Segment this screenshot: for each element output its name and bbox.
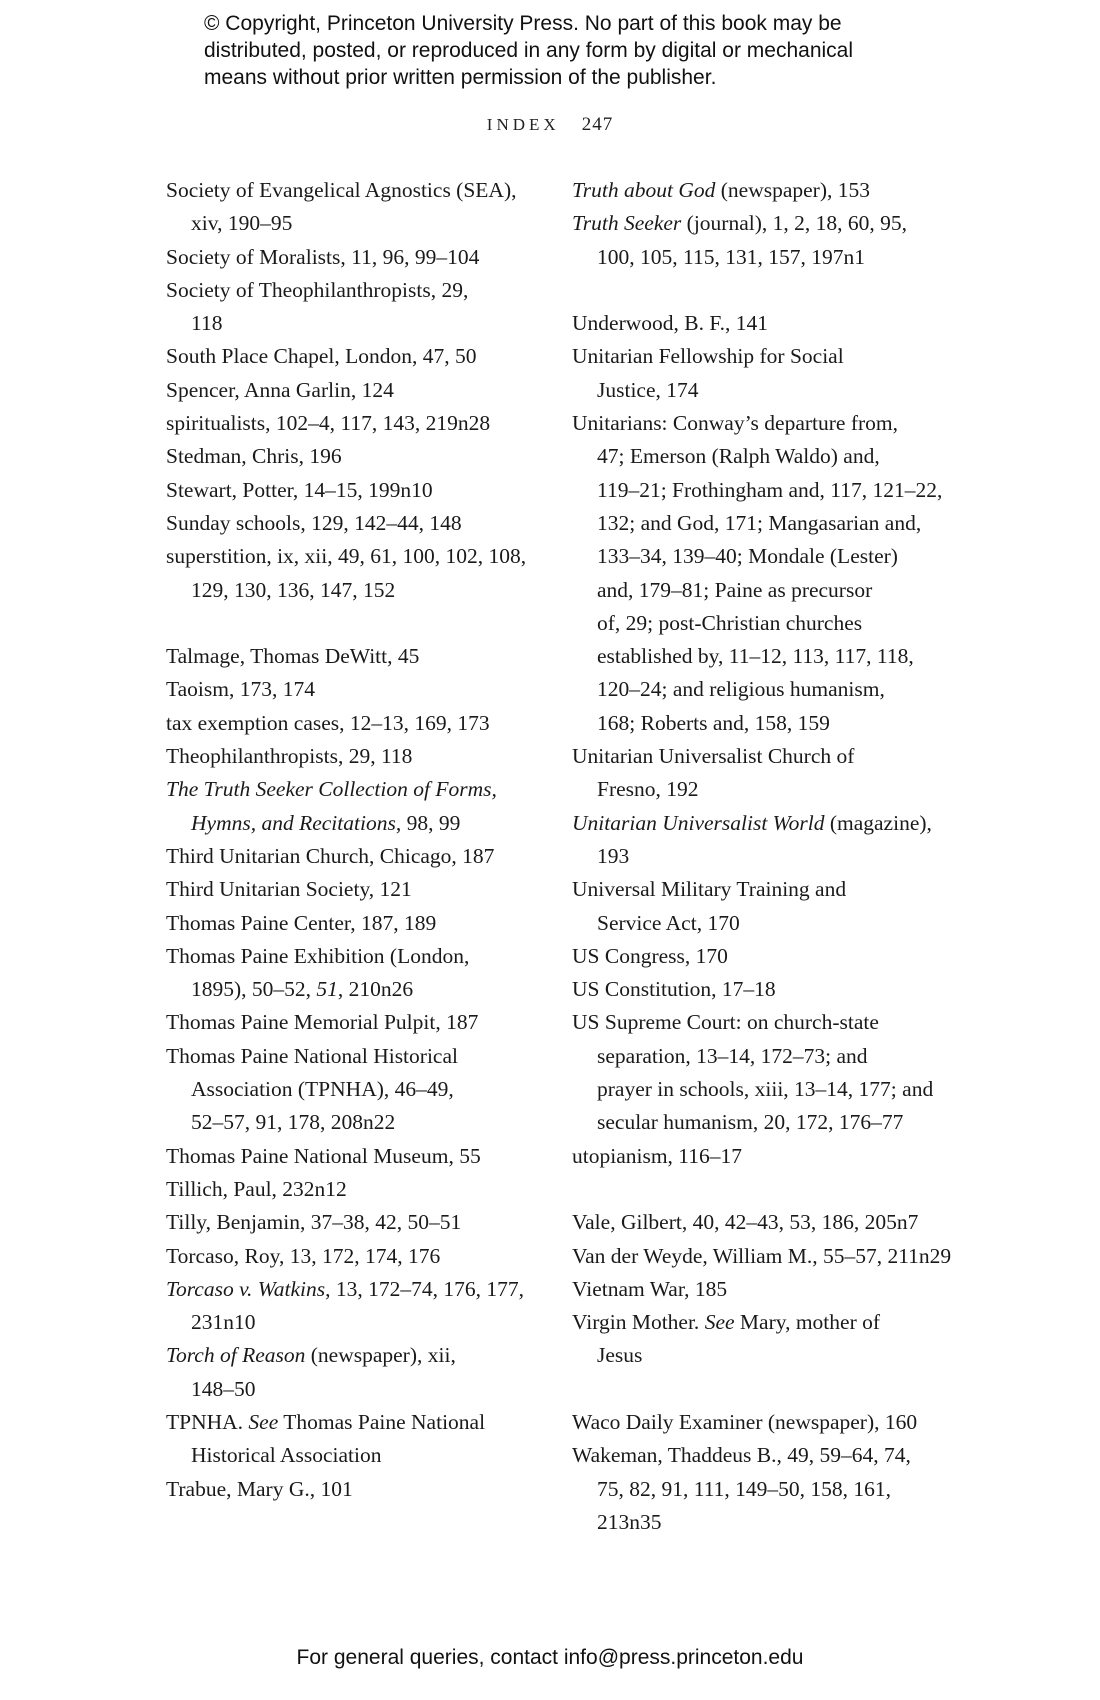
index-entry-italic: The Truth Seeker Collection of Forms, — [166, 777, 497, 802]
footer-text: For general queries, contact info@press.princeton.edu — [296, 1646, 804, 1669]
index-column-right — [572, 174, 952, 1539]
index-entry-text: Taoism, 173, 174 — [166, 677, 315, 702]
index-entry — [572, 873, 952, 940]
index-entry-text: Spencer, Anna Garlin, 124 — [166, 377, 394, 402]
index-entry-text: 118 — [191, 311, 223, 336]
index-entry-text: US Supreme Court: on church-state — [572, 1010, 879, 1035]
index-entry-italic: Torch of Reason — [166, 1343, 306, 1368]
letter-group-gap — [166, 607, 536, 640]
index-entry-text: (journal), 1, 2, 18, 60, 95, — [681, 211, 907, 236]
index-entry-text: Association (TPNHA), 46–49, — [191, 1077, 454, 1102]
index-entry-text: Jesus — [597, 1343, 643, 1368]
index-entry — [572, 1273, 952, 1306]
index-entry — [166, 241, 536, 274]
index-entry-text: Thomas Paine National Historical — [166, 1043, 458, 1068]
index-entry-italic: Unitarian Universalist World — [572, 810, 825, 835]
index-entry-text: Historical Association — [191, 1443, 382, 1468]
index-entry — [166, 1339, 536, 1406]
index-entry — [166, 1140, 536, 1173]
index-entry-text: Thomas Paine Center, 187, 189 — [166, 910, 437, 935]
index-entry-text: 132; and God, 171; Mangasarian and, — [597, 510, 922, 535]
index-entry-text: 1895), 50–52, — [191, 977, 317, 1002]
index-entry-text: 231n10 — [191, 1310, 256, 1335]
index-entry-text: prayer in schools, xiii, 13–14, 177; and — [597, 1077, 934, 1102]
index-entry — [572, 307, 952, 340]
index-entry-text: (newspaper), 153 — [715, 178, 871, 202]
copyright-line: distributed, posted, or reproduced in any form by digital or mechanical — [204, 39, 854, 62]
index-entry-text: Third Unitarian Society, 121 — [166, 877, 412, 902]
index-entry-text: Theophilanthropists, 29, 118 — [166, 744, 413, 769]
index-entry — [166, 1206, 536, 1239]
index-entry-text: Trabue, Mary G., 101 — [166, 1476, 353, 1501]
index-entry — [166, 1473, 536, 1506]
index-entry — [166, 1173, 536, 1206]
index-entry-text: established by, 11–12, 113, 117, 118, — [597, 644, 914, 669]
index-entry — [166, 740, 536, 773]
page-number: 247 — [581, 114, 614, 135]
running-head — [0, 114, 1100, 136]
index-entry-text: Talmage, Thomas DeWitt, 45 — [166, 644, 420, 669]
index-entry-text: , 210n26 — [337, 977, 414, 1002]
index-entry — [572, 1406, 952, 1439]
index-entry-text: 193 — [597, 843, 630, 868]
index-entry-text: Van der Weyde, William M., 55–57, 211n29 — [572, 1243, 952, 1268]
index-entry — [572, 740, 952, 807]
index-entry — [572, 340, 952, 407]
index-entry-text: 100, 105, 115, 131, 157, 197n1 — [597, 244, 865, 269]
index-entry-text: Virgin Mother. — [572, 1310, 705, 1335]
index-entry — [166, 407, 536, 440]
index-entry-text: US Constitution, 17–18 — [572, 977, 776, 1002]
index-entry — [572, 1206, 952, 1239]
index-entry — [572, 1140, 952, 1173]
index-entry — [572, 1240, 952, 1273]
index-entry-italic: Truth Seeker — [572, 211, 682, 236]
index-entry-italic: Truth about God — [572, 178, 716, 202]
copyright-notice — [204, 10, 924, 91]
index-entry-text: secular humanism, 20, 172, 176–77 — [597, 1110, 904, 1135]
index-entry-text: Thomas Paine National Museum, 55 — [166, 1143, 481, 1168]
index-entry-text: 52–57, 91, 178, 208n22 — [191, 1110, 396, 1135]
index-entry-text: Thomas Paine Memorial Pulpit, 187 — [166, 1010, 479, 1035]
index-entry-text: of, 29; post-Christian churches — [597, 610, 863, 635]
index-entry-text: Third Unitarian Church, Chicago, 187 — [166, 843, 495, 868]
copyright-line: © Copyright, Princeton University Press. No part of this book may be — [204, 12, 842, 35]
index-entry-text: Torcaso, Roy, 13, 172, 174, 176 — [166, 1243, 441, 1268]
index-entry-text: South Place Chapel, London, 47, 50 — [166, 344, 477, 369]
index-entry-text: Society of Moralists, 11, 96, 99–104 — [166, 244, 480, 269]
index-entry-text: Underwood, B. F., 141 — [572, 311, 768, 336]
index-entry-text: utopianism, 116–17 — [572, 1143, 743, 1168]
index-entry — [572, 407, 952, 740]
index-entry-text: (newspaper), xii, — [305, 1343, 456, 1368]
index-entry — [166, 274, 536, 341]
index-entry-text: separation, 13–14, 172–73; and — [597, 1043, 868, 1068]
index-entry — [572, 940, 952, 973]
index-entry — [166, 1006, 536, 1039]
copyright-line: means without prior written permission of the publisher. — [204, 66, 717, 89]
index-entry-text: 47; Emerson (Ralph Waldo) and, — [597, 444, 880, 469]
index-entry-text: Sunday schools, 129, 142–44, 148 — [166, 510, 462, 535]
index-entry-text: 129, 130, 136, 147, 152 — [191, 577, 396, 602]
index-entry — [166, 707, 536, 740]
index-entry-text: Unitarian Universalist Church of — [572, 744, 855, 769]
index-entry-text: Thomas Paine Exhibition (London, — [166, 943, 470, 968]
index-entry — [166, 907, 536, 940]
index-entry-text: 148–50 — [191, 1376, 256, 1401]
index-entry-text: and, 179–81; Paine as precursor — [597, 577, 873, 602]
index-entry — [166, 773, 536, 840]
letter-group-gap — [572, 274, 952, 307]
letter-group-gap — [572, 1373, 952, 1406]
index-entry-italic: See — [248, 1409, 279, 1434]
index-entry — [166, 673, 536, 706]
index-entry-text: Stewart, Potter, 14–15, 199n10 — [166, 477, 433, 502]
index-entry — [166, 1240, 536, 1273]
index-entry-text: Stedman, Chris, 196 — [166, 444, 342, 469]
index-entry — [572, 973, 952, 1006]
index-entry — [572, 174, 952, 207]
index-entry — [572, 207, 952, 274]
index-entry-italic: Hymns, and Recitations — [191, 810, 396, 835]
index-entry-text: Mary, mother of — [734, 1310, 881, 1335]
index-entry-italic: Torcaso v. Watkins — [166, 1276, 326, 1301]
index-column-left — [166, 174, 536, 1506]
index-entry-text: 120–24; and religious humanism, — [597, 677, 885, 702]
index-entry — [166, 374, 536, 407]
footer-contact — [0, 1646, 1100, 1670]
index-entry-text: Universal Military Training and — [572, 877, 847, 902]
index-entry-text: Fresno, 192 — [597, 777, 699, 802]
index-entry — [166, 940, 536, 1007]
index-entry-italic: See — [704, 1310, 735, 1335]
index-entry-text: Unitarian Fellowship for Social — [572, 344, 844, 369]
index-entry-text: US Congress, 170 — [572, 943, 728, 968]
index-entry-text: 119–21; Frothingham and, 117, 121–22, — [597, 477, 943, 502]
index-entry — [166, 440, 536, 473]
index-entry — [166, 840, 536, 873]
index-entry — [166, 540, 536, 607]
index-entry-text: (magazine), — [824, 810, 932, 835]
index-entry-italic: 51 — [316, 977, 338, 1002]
index-entry-text: Tillich, Paul, 232n12 — [166, 1176, 347, 1201]
index-entry-text: Tilly, Benjamin, 37–38, 42, 50–51 — [166, 1210, 462, 1235]
index-entry — [166, 340, 536, 373]
index-entry-text: Vale, Gilbert, 40, 42–43, 53, 186, 205n7 — [572, 1210, 919, 1235]
index-entry — [166, 640, 536, 673]
index-entry-text: Wakeman, Thaddeus B., 49, 59–64, 74, — [572, 1443, 911, 1468]
index-entry-text: Society of Theophilanthropists, 29, — [166, 277, 469, 302]
index-entry-text: superstition, ix, xii, 49, 61, 100, 102, 108, — [166, 544, 527, 569]
index-entry-text: Service Act, 170 — [597, 910, 740, 935]
index-entry — [166, 1406, 536, 1473]
index-entry — [166, 474, 536, 507]
index-entry — [572, 1006, 952, 1139]
index-entry-text: , 98, 99 — [395, 810, 461, 835]
index-entry — [166, 507, 536, 540]
index-entry — [572, 1306, 952, 1373]
index-entry-text: spiritualists, 102–4, 117, 143, 219n28 — [166, 411, 491, 436]
index-entry-text: Waco Daily Examiner (newspaper), 160 — [572, 1409, 918, 1434]
index-entry-text: Thomas Paine National — [278, 1409, 486, 1434]
running-head-title: INDEX — [486, 115, 560, 134]
index-entry — [166, 1040, 536, 1140]
index-entry — [166, 873, 536, 906]
letter-group-gap — [572, 1173, 952, 1206]
index-entry-text: Unitarians: Conway’s departure from, — [572, 411, 898, 436]
index-entry-text: Justice, 174 — [597, 377, 699, 402]
index-entry — [572, 1439, 952, 1539]
index-entry-text: 168; Roberts and, 158, 159 — [597, 710, 830, 735]
index-entry — [572, 807, 952, 874]
index-entry-text: Vietnam War, 185 — [572, 1276, 728, 1301]
index-entry — [166, 1273, 536, 1340]
index-entry-text: Society of Evangelical Agnostics (SEA), — [166, 178, 517, 202]
index-entry-text: 133–34, 139–40; Mondale (Lester) — [597, 544, 898, 569]
index-entry-text: TPNHA. — [166, 1409, 249, 1434]
index-entry-text: tax exemption cases, 12–13, 169, 173 — [166, 710, 490, 735]
index-entry-text: 75, 82, 91, 111, 149–50, 158, 161, 213n35 — [597, 1476, 892, 1534]
index-entry — [166, 174, 536, 241]
index-entry-text: , 13, 172–74, 176, 177, — [325, 1276, 524, 1301]
index-entry-text: xiv, 190–95 — [191, 211, 293, 236]
